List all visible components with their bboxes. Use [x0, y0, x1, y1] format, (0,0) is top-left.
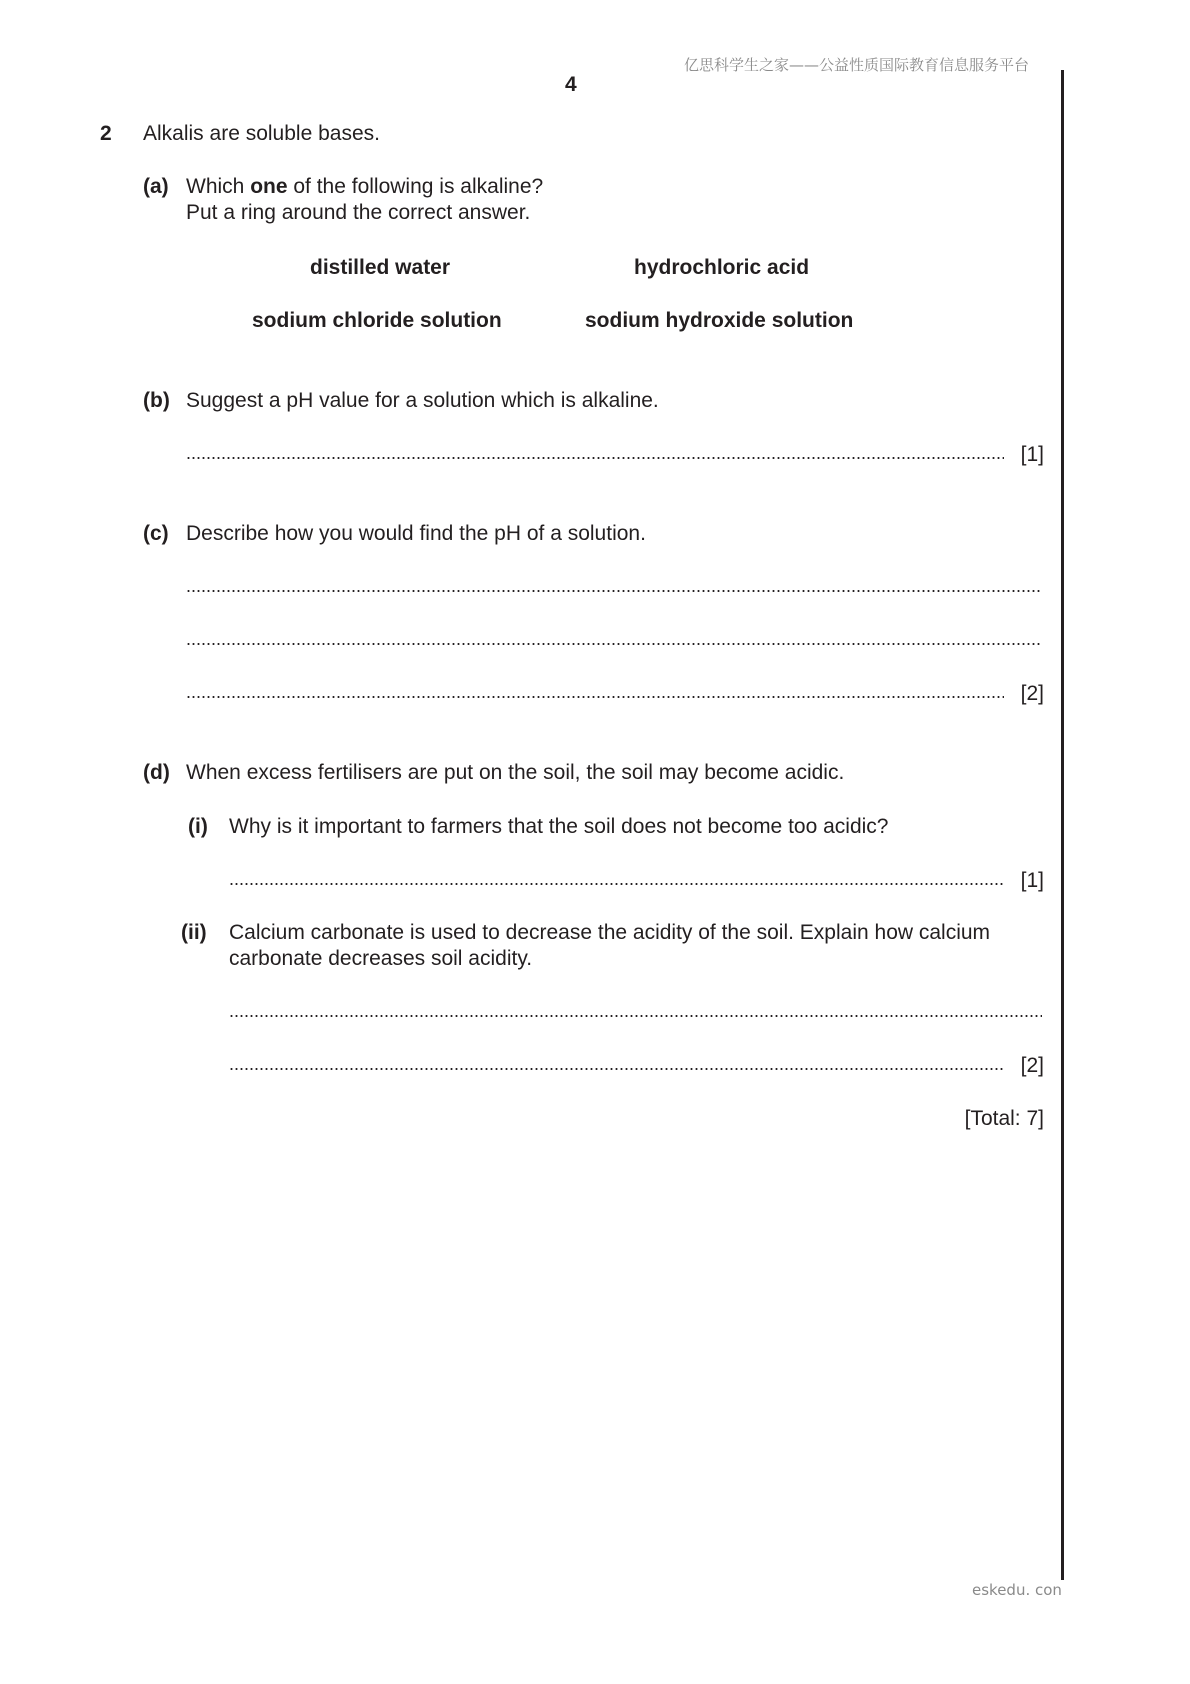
answer-line-c-1[interactable] — [186, 588, 1042, 594]
mark-d-i: [1] — [1020, 869, 1044, 892]
answer-line-c-3[interactable] — [186, 694, 1004, 700]
part-a-label: (a) — [143, 175, 169, 198]
part-a-instruction: Put a ring around the correct answer. — [186, 201, 531, 224]
answer-line-b[interactable] — [186, 455, 1004, 461]
mark-b: [1] — [1020, 443, 1044, 466]
answer-line-d-ii-1[interactable] — [229, 1013, 1042, 1019]
part-c-label: (c) — [143, 522, 169, 545]
question-stem: Alkalis are soluble bases. — [143, 122, 380, 145]
part-c-text: Describe how you would find the pH of a solution. — [186, 522, 646, 545]
option-distilled-water[interactable]: distilled water — [310, 256, 451, 279]
part-d-i-text: Why is it important to farmers that the soil does not become too acidic? — [229, 815, 889, 838]
mark-c: [2] — [1020, 682, 1044, 705]
option-sodium-hydroxide-solution[interactable]: sodium hydroxide solution — [585, 309, 854, 332]
part-d-ii-label: (ii) — [181, 921, 207, 944]
part-d-ii-text-line2: carbonate decreases soil acidity. — [229, 947, 533, 970]
option-hydrochloric-acid[interactable]: hydrochloric acid — [634, 256, 810, 279]
mark-d-ii: [2] — [1020, 1054, 1044, 1077]
part-a-prompt — [186, 174, 543, 200]
answer-line-d-i[interactable] — [229, 881, 1004, 887]
part-a-prompt-pre: Which — [186, 175, 251, 198]
page-number: 4 — [565, 73, 577, 96]
option-sodium-chloride-solution[interactable]: sodium chloride solution — [252, 309, 502, 332]
question-number: 2 — [100, 122, 112, 145]
part-d-i-label: (i) — [188, 815, 208, 838]
total-marks: [Total: 7] — [964, 1107, 1044, 1130]
part-a-prompt-emphasis: one — [250, 175, 288, 198]
part-b-text: Suggest a pH value for a solution which is alkaline. — [186, 389, 659, 412]
watermark-top: 亿思科学生之家——公益性质国际教育信息服务平台 — [684, 56, 1030, 74]
part-a-prompt-post: of the following is alkaline? — [287, 175, 544, 198]
part-d-text: When excess fertilisers are put on the soil, the soil may become acidic. — [186, 761, 845, 784]
part-b-label: (b) — [143, 389, 170, 412]
part-d-ii-text-line1: Calcium carbonate is used to decrease the acidity of the soil. Explain how calcium — [229, 921, 991, 944]
answer-line-c-2[interactable] — [186, 641, 1042, 647]
margin-rule — [1061, 70, 1064, 1580]
part-d-label: (d) — [143, 761, 170, 784]
answer-line-d-ii-2[interactable] — [229, 1066, 1004, 1072]
watermark-bottom: eskedu. con — [972, 1581, 1062, 1599]
